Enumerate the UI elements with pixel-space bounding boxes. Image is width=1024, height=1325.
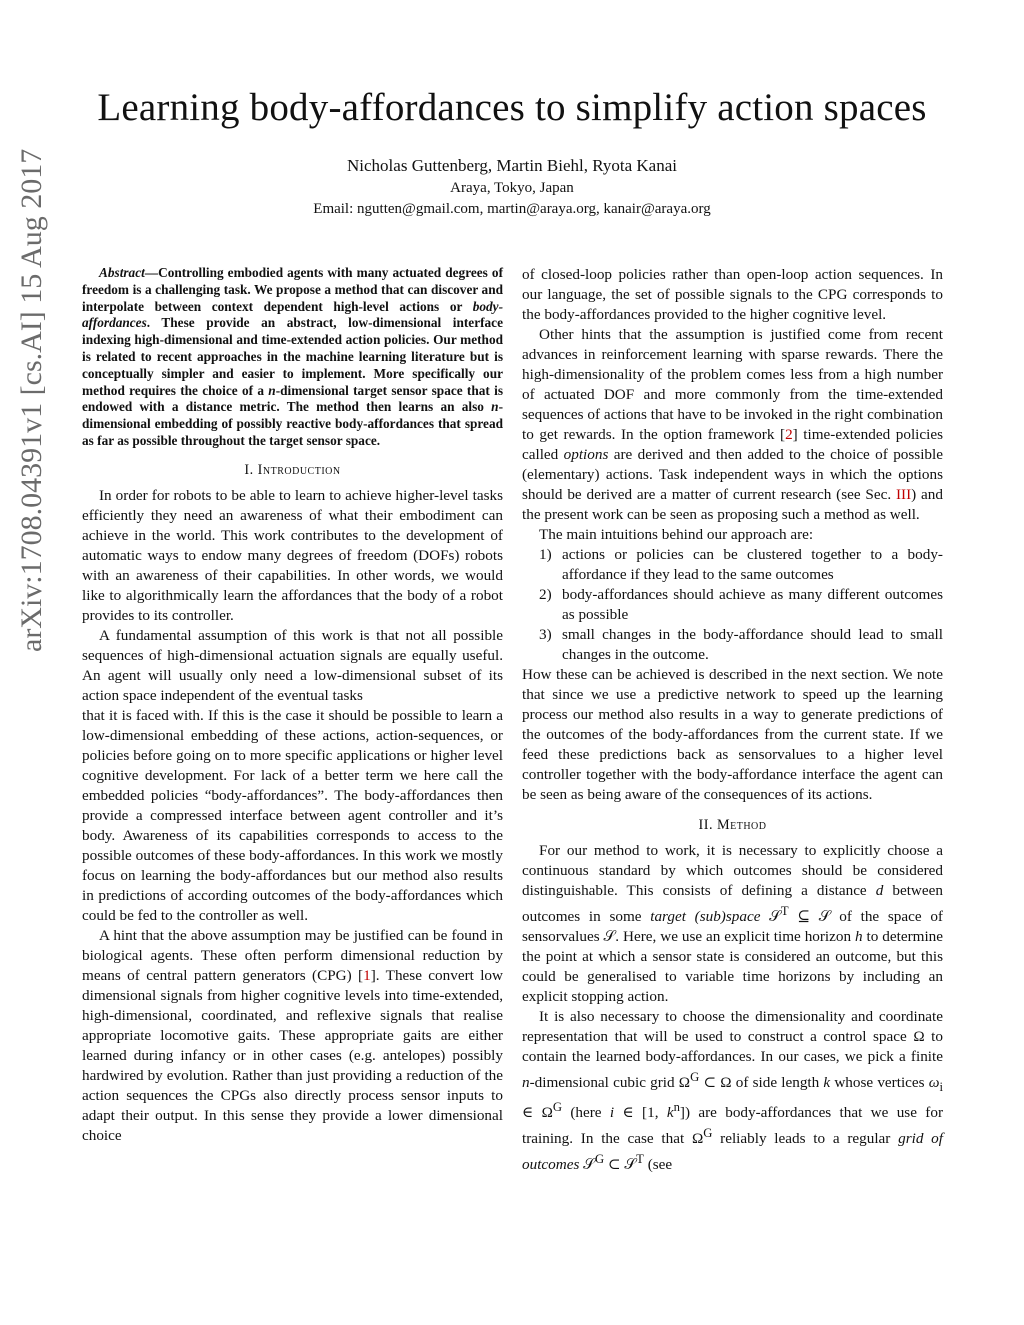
section-heading-introduction: I. Introduction [244,461,341,478]
intro-paragraph: In order for robots to be able to learn to achieve higher-level tasks efficiently they need an awareness of what their embodiment can achieve in the world. This work contributes to the development of automatic ways to endow many degrees of freedom (DOFs) robots with an awareness of their capabilities. In other words, we would like to algorithmically learn the affordances that the body of a robot provides to its controller. [82,486,503,624]
intro-paragraph: that it is faced with. If this is the case it should be possible to learn a low-dimensional embedding of these actions, action-sequences, or policies before going on to more specific applications or higher level cognitive development. For lack of a better term we here call the embedded policies “body-affordances”. The body-affordances then provide a compressed interface between agent controller and it’s body. Awareness of its capabilities corresponds to access to the possible outcomes of these body-affordances. In this work we mostly focus on learning the body-affordances but our method also results in predictions of according outcomes of the body-affordances which could be fed to the controller as well. [82,706,503,924]
abstract-label: Abstract [99,265,145,280]
email-line: Email: ngutten@gmail.com, martin@araya.org, kanair@araya.org [313,201,711,217]
author-list: Nicholas Guttenberg, Martin Biehl, Ryota Kanai [347,156,677,175]
list-item: 3) small changes in the body-affordance should lead to small changes in the outcome. [539,626,943,663]
section-link[interactable]: III [895,486,912,503]
list-item: 1) actions or policies can be clustered together to a body-affordance if they lead to the same outcomes [539,546,943,583]
intro-paragraph: A hint that the above assumption may be justified can be found in biological agents. These often perform dimensional reduction by means of central pattern generators (CPG) [1]. These convert low dimensional signals from higher cognitive levels into time-extended, high-dimensional, coordinated, and reflexive signals that realise appropriate locomotive gaits. These appropriate gaits are either learned during infancy or in other cases (e.g. antelopes) possibly hardwired by evolution. Rather than just providing a reduction of the action sequences the CPGs also directly process sensor inputs to adapt their output. In this sense they provide a lower dimensional choice [82,926,503,1144]
list-item: 2) body-affordances should achieve as many different outcomes as possible [539,586,943,623]
intro-paragraph: of closed-loop policies rather than open-loop action sequences. In our language, the set of possible signals to the CPG corresponds to the body-affordances provided to the higher cognitive level. [522,266,943,323]
citation-link[interactable]: 2 [785,426,793,443]
arxiv-stamp: arXiv:1708.04391v1 [cs.AI] 15 Aug 2017 [15,148,48,652]
intro-paragraph: The main intuitions behind our approach are: [539,526,814,543]
section-heading-method: II. Method [698,817,767,833]
intro-paragraph: How these can be achieved is described in the next section. We note that since we use a predictive network to speed up the learning process our method also results in a way to generate predictions of the outcomes of the body-affordances from the current state. If we feed these predictions back as sensorvalues to a higher level controller together with the body-affordance interface the agent can be seen as being aware of the consequences of its actions. [522,666,943,803]
abstract: Abstract—Controlling embodied agents with many actuated degrees of freedom is a challenging task. We propose a method that can discover and interpolate between context dependent high-level actions or body-affordances. These provide an abstract, low-dimensional interface indexing high-dimensional and time-extended action policies. Our method is related to recent approaches in the machine learning literature but is conceptually simpler and easier to implement. More specifically our method requires the choice of a n-dimensional target sensor space that is endowed with a distance metric. The method then learns an also n-dimensional embedding of possibly reactive body-affordances that spread as far as possible throughout the target sensor space. [82,265,503,448]
right-column [522,265,943,1175]
paper-title: Learning body-affordances to simplify action spaces [97,86,927,129]
intro-paragraph: Other hints that the assumption is justified come from recent advances in reinforcement learning with sparse rewards. There the high-dimensionality of the problem comes less from a high number of actuated DOF and more commonly from the time-extended sequences of actions that have to be invoked in the right combination to get rewards. In the option framework [2] time-extended policies called options are derived and then added to the choice of possible (elementary) actions. Task independent ways in which the options should be derived are a matter of current research (see Sec. III) and the present work can be seen as proposing such a method as well. [522,326,943,523]
intro-paragraph: A fundamental assumption of this work is that not all possible sequences of high-dimensional actuation signals are equally useful. An agent will usually only need a low-dimensional subset of its action space independent of the eventual tasks [82,626,503,704]
affiliation: Araya, Tokyo, Japan [450,180,574,196]
citation-link[interactable]: 1 [363,966,371,984]
method-paragraph: For our method to work, it is necessary to explicitly choose a continuous standard by which outcomes should be considered distinguishable. This consists of defining a distance d between outcomes in some target (sub)space 𝒮$^T$ ⊆ 𝒮 of the space of sensorvalues 𝒮. Here, we use an explicit time horizon h to determine the point at which a sensor state is considered an outcome, but this could be generalised to variable time horizons by including an explicit stopping action. [522,842,943,1006]
left-column [82,265,503,1146]
intuition-list [522,545,943,665]
method-paragraph: It is also necessary to choose the dimensionality and coordinate representation that will be used to construct a control space Ω to contain the learned body-affordances. In our cases, we pick a finite n-dimensional cubic grid $\Omega^G$ ⊂ Ω of side length k whose vertices $\omega_i$ ∈ $\Omega^G$ (here i ∈ [1, $k^n$]) are body-affordances that we use for training. In the case that $\Omega^G$ reliably leads to a regular grid of outcomes 𝒮$^G$ ⊂ 𝒮$^T$ (see [522,1008,944,1174]
